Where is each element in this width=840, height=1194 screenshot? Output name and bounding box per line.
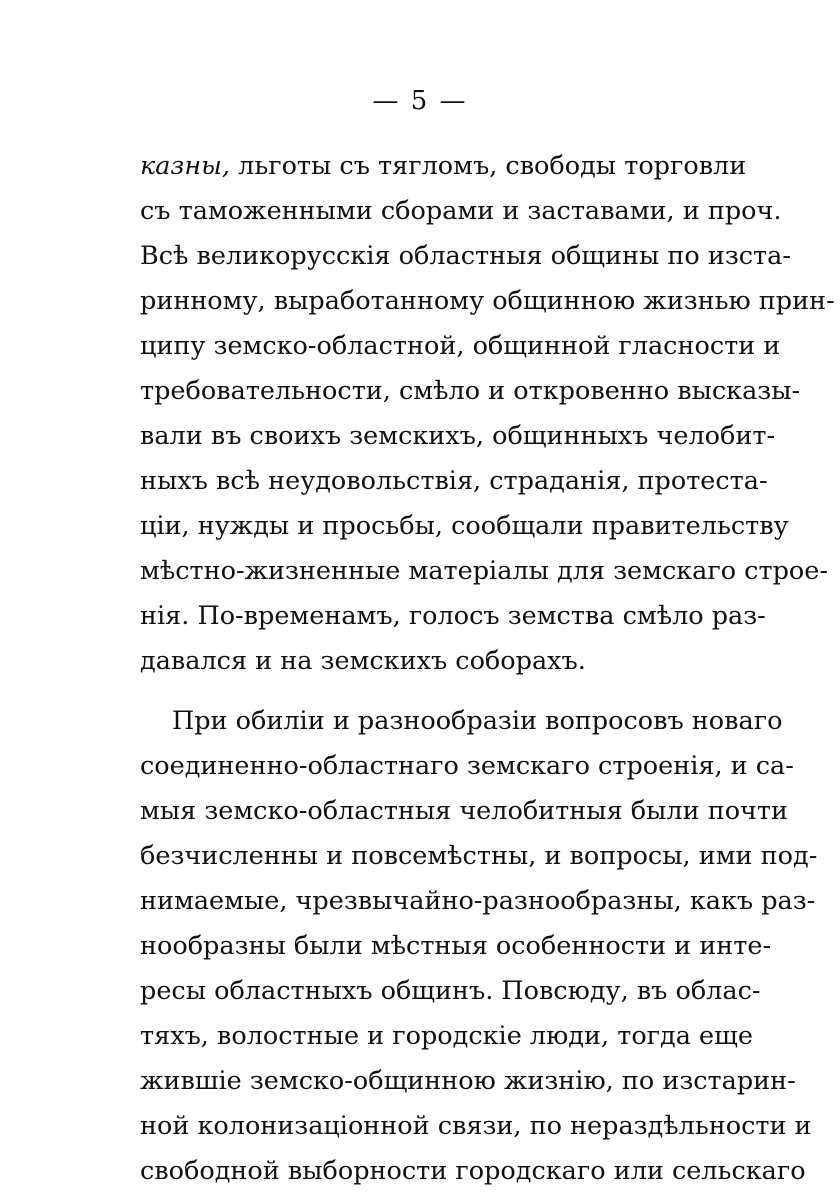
italic-word: казны, xyxy=(140,151,231,181)
text-line: нимаемые, чрезвычайно-разнообразны, какъ раз- xyxy=(140,886,816,916)
text-line: ныхъ всѣ неудовольствія, страданія, протеста- xyxy=(140,466,768,496)
text-line: съ таможенными сборами и заставами, и проч. xyxy=(140,196,782,226)
paragraph-2 xyxy=(140,699,818,1194)
text-line xyxy=(140,144,747,189)
text-line: требовательности, смѣло и откровенно высказы- xyxy=(140,376,801,406)
paragraph-1 xyxy=(140,144,835,684)
text-line: мыя земско-областныя челобитныя были почти xyxy=(140,796,789,826)
text-line: вали въ своихъ земскихъ, общинныхъ челобит- xyxy=(140,421,776,451)
line-text: льготы съ тягломъ, свободы торговли xyxy=(230,151,747,181)
text-line: нія. По-временамъ, голосъ земства смѣло раз- xyxy=(140,601,766,631)
text-line: тяхъ, волостные и городскіе люди, тогда еще xyxy=(140,1021,753,1051)
text-line: свободной выборности городскаго или сельскаго xyxy=(140,1156,806,1186)
text-line: ціи, нужды и просьбы, сообщали правительству xyxy=(140,511,789,541)
text-line: При обиліи и разнообразіи вопросовъ новаго xyxy=(172,706,783,736)
body-text xyxy=(140,144,835,1194)
text-line: соединенно-областнаго земскаго строенія, и са- xyxy=(140,751,794,781)
text-line: ресы областныхъ общинъ. Повсюду, въ облас- xyxy=(140,976,761,1006)
text-line: ципу земско-областной, общинной гласности и xyxy=(140,331,781,361)
page-number: — 5 — xyxy=(372,86,468,116)
text-line: ринному, выработанному общинною жизнью прин- xyxy=(140,286,835,316)
text-line: Всѣ великорусскія областныя общины по изста- xyxy=(140,241,791,271)
text-line: безчисленны и повсемѣстны, и вопросы, ими под- xyxy=(140,841,818,871)
text-line: жившіе земско-общинною жизнію, по изстарин- xyxy=(140,1066,796,1096)
text-line: мѣстно-жизненные матеріалы для земскаго строе- xyxy=(140,556,828,586)
paragraph-gap xyxy=(140,684,740,699)
text-line: нообразны были мѣстныя особенности и инте- xyxy=(140,931,772,961)
text-line: давался и на земскихъ соборахъ. xyxy=(140,646,586,676)
text-line: ной колонизаціонной связи, по нераздѣльности и xyxy=(140,1111,812,1141)
